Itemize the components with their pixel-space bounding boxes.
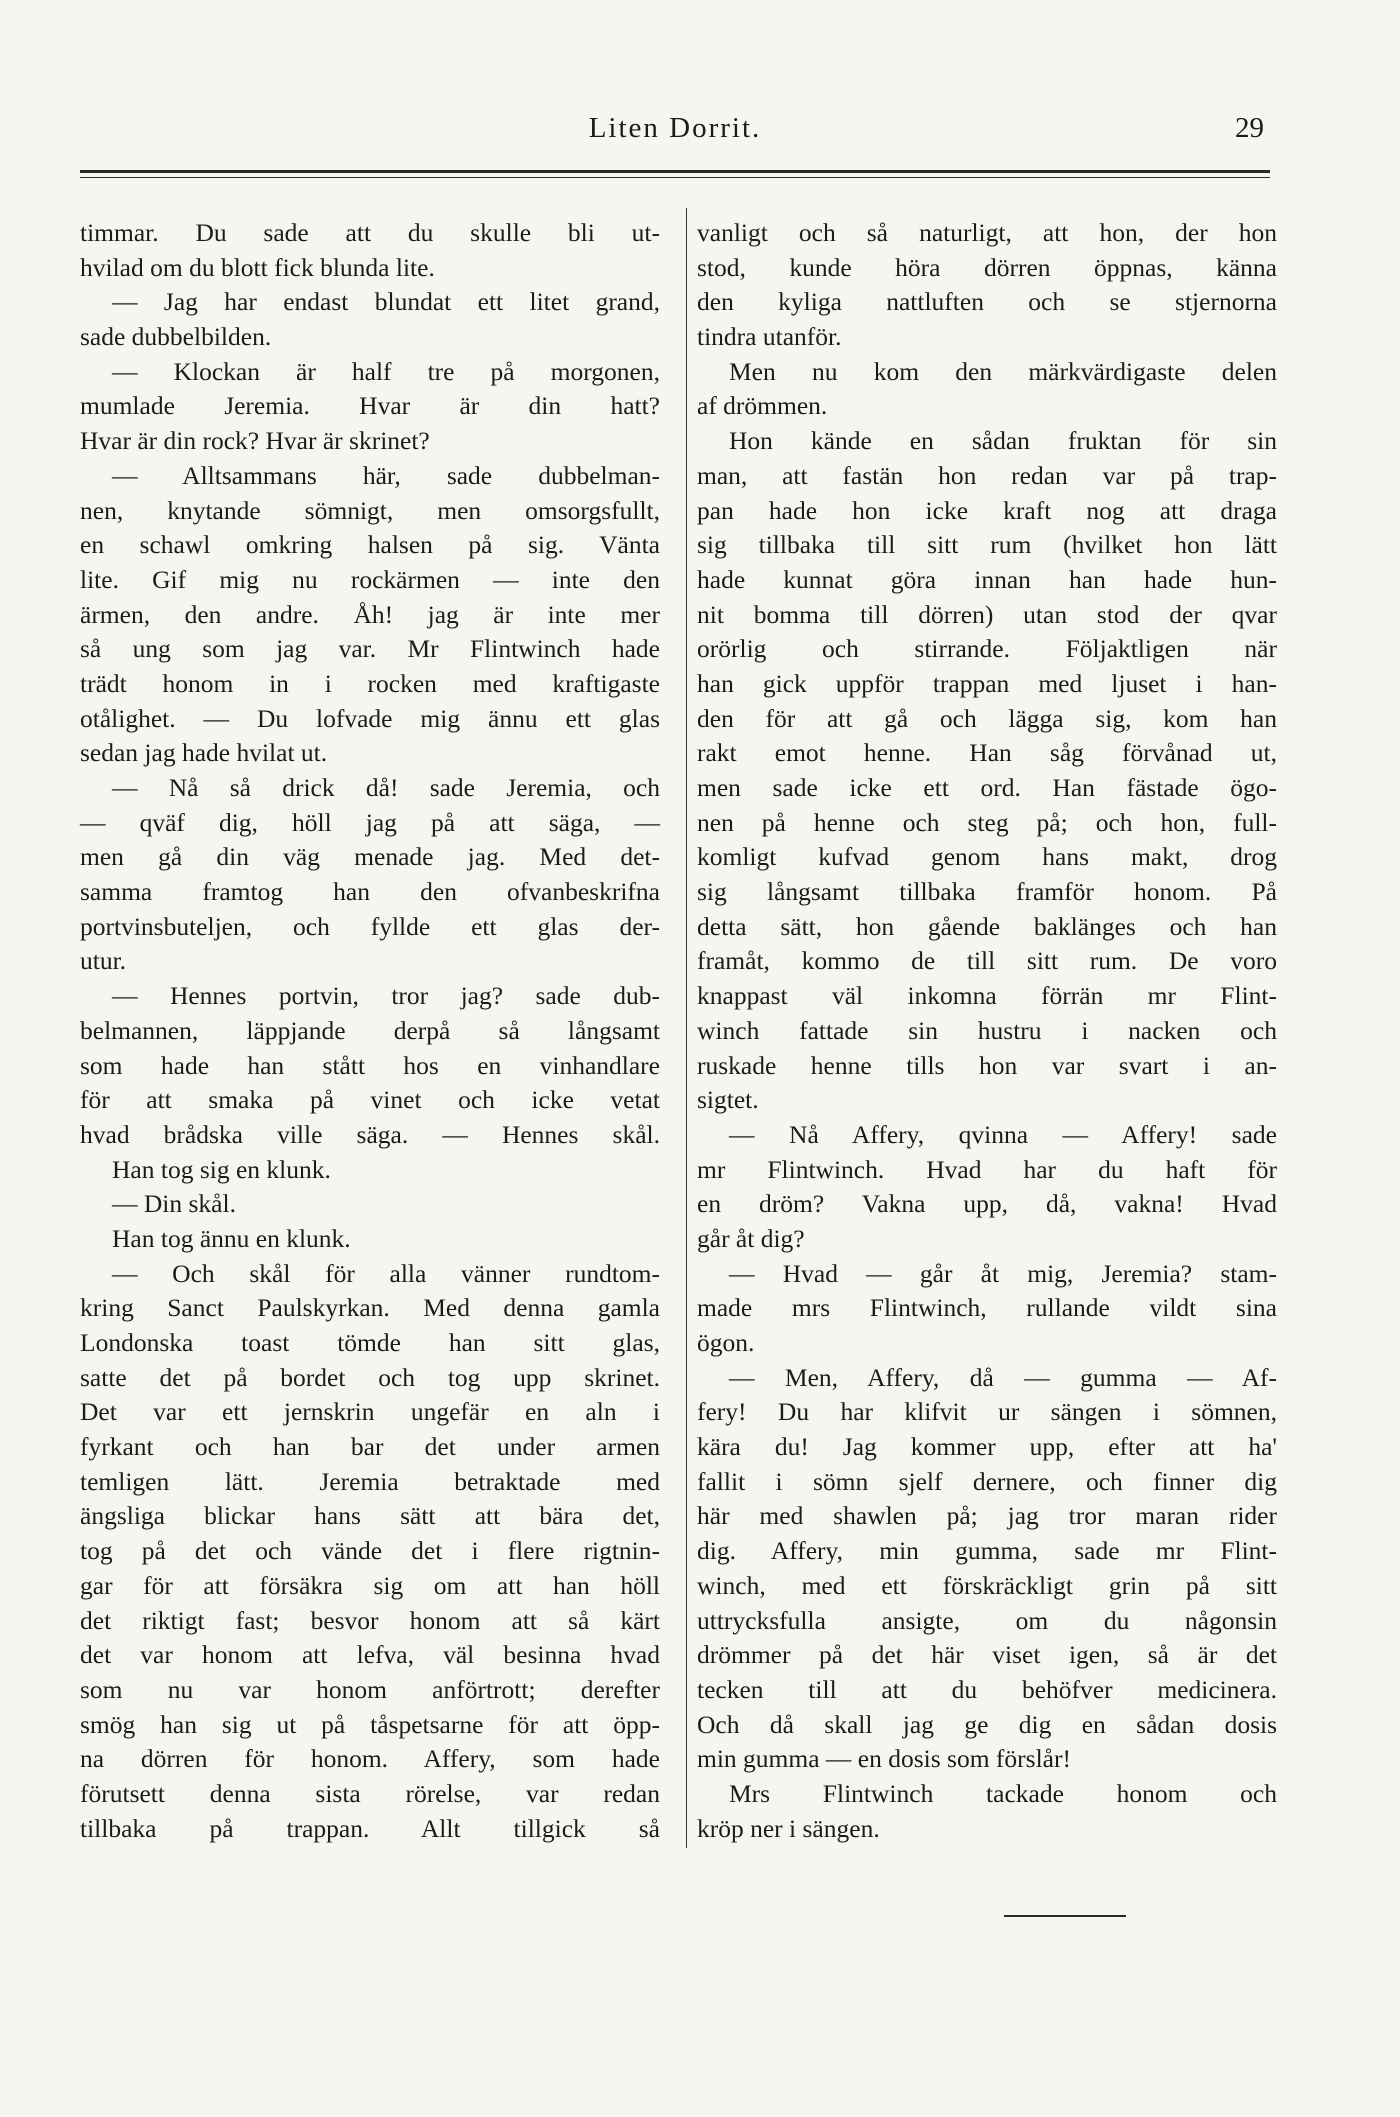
- text-line: rakt emot henne. Han såg förvånad ut,: [697, 738, 1277, 768]
- text-line: tindra utanför.: [697, 322, 842, 352]
- text-line: den kyliga nattluften och se stjernorna: [697, 287, 1277, 317]
- text-line: — Och skål för alla vänner rundtom-: [112, 1258, 660, 1288]
- text-line: tillbaka på trappan. Allt tillgick så: [80, 1813, 660, 1843]
- text-line: som nu var honom anförtrott; derefter: [80, 1674, 660, 1704]
- text-line: nen, knytande sömnigt, men omsorgsfullt,: [80, 495, 660, 525]
- text-line: — Nå Affery, qvinna — Affery! sade: [729, 1119, 1277, 1149]
- text-line: timmar. Du sade att du skulle bli ut-: [80, 218, 660, 247]
- text-line: orörlig och stirrande. Följaktligen när: [697, 634, 1277, 664]
- right-column: [697, 216, 1277, 1846]
- text-line: för att smaka på vinet och icke vetat: [80, 1085, 660, 1115]
- text-line: nen på henne och steg på; och hon, full-: [697, 807, 1277, 837]
- text-line: Och då skall jag ge dig en sådan dosis: [697, 1709, 1277, 1739]
- text-line: tog på det och vände det i flere rigtnin-: [80, 1536, 660, 1566]
- text-line: — Nå så drick då! sade Jeremia, och: [112, 773, 660, 802]
- text-line: drömmer på det här viset igen, så är det: [697, 1640, 1277, 1670]
- text-line: hade kunnat göra innan han hade hun-: [697, 564, 1277, 594]
- text-line: Mrs Flintwinch tackade honom och: [729, 1778, 1277, 1808]
- text-line: sedan jag hade hvilat ut.: [80, 738, 328, 768]
- text-line: kära du! Jag kommer upp, efter att ha': [697, 1432, 1277, 1462]
- text-line: den för att gå och lägga sig, kom han: [697, 703, 1277, 733]
- text-line: sig långsamt tillbaka framför honom. På: [697, 877, 1277, 907]
- text-line: sigtet.: [697, 1085, 759, 1115]
- text-line: af drömmen.: [697, 391, 828, 421]
- text-line: det riktigt fast; besvor honom att så kärt: [80, 1605, 660, 1635]
- text-line: na dörren för honom. Affery, som hade: [80, 1744, 660, 1774]
- text-line: ängsliga blickar hans sätt att bära det,: [80, 1501, 660, 1531]
- page-number: 29: [1235, 112, 1264, 144]
- text-line: lite. Gif mig nu rockärmen — inte den: [80, 564, 660, 594]
- text-line: men sade icke ett ord. Han fästade ögo-: [697, 773, 1277, 802]
- text-line: det var honom att lefva, väl besinna hvad: [80, 1640, 660, 1670]
- text-line: min gumma — en dosis som förslår!: [697, 1744, 1071, 1774]
- text-line: man, att fastän hon redan var på trap-: [697, 460, 1277, 490]
- text-line: ögon.: [697, 1328, 755, 1357]
- text-line: en schawl omkring halsen på sig. Vänta: [80, 530, 660, 560]
- text-line: fyrkant och han bar det under armen: [80, 1432, 660, 1462]
- text-line: made mrs Flintwinch, rullande vildt sina: [697, 1293, 1277, 1323]
- text-line: mr Flintwinch. Hvad har du haft för: [697, 1154, 1277, 1184]
- text-line: Han tog sig en klunk.: [112, 1154, 331, 1184]
- text-line: dig. Affery, min gumma, sade mr Flint-: [697, 1536, 1277, 1566]
- text-line: så ung som jag var. Mr Flintwinch hade: [80, 634, 660, 664]
- text-line: här med shawlen på; jag tror maran rider: [697, 1501, 1277, 1531]
- text-line: — Hennes portvin, tror jag? sade dub-: [112, 981, 660, 1011]
- text-line: otålighet. — Du lofvade mig ännu ett glas: [80, 703, 660, 733]
- page-header: [80, 112, 1270, 158]
- text-line: satte det på bordet och tog upp skrinet.: [80, 1362, 660, 1392]
- text-line: fery! Du har klifvit ur sängen i sömnen,: [697, 1397, 1277, 1427]
- header-rule-thick: [80, 170, 1270, 173]
- text-line: — qväf dig, höll jag på att säga, —: [80, 807, 660, 837]
- text-line: — Men, Affery, då — gumma — Af-: [729, 1362, 1277, 1392]
- section-end-rule: [1004, 1915, 1126, 1917]
- text-line: — Klockan är half tre på morgonen,: [112, 356, 660, 386]
- text-line: komligt kufvad genom hans makt, drog: [697, 842, 1277, 872]
- text-line: fallit i sömn sjelf dernere, och finner dig: [697, 1466, 1277, 1496]
- text-line: winch fattade sin hustru i nacken och: [697, 1015, 1277, 1045]
- text-line: Londonska toast tömde han sitt glas,: [80, 1328, 660, 1357]
- text-line: knappast väl inkomna förrän mr Flint-: [697, 981, 1277, 1011]
- text-line: temligen lätt. Jeremia betraktade med: [80, 1466, 660, 1496]
- text-line: portvinsbuteljen, och fyllde ett glas der-: [80, 911, 660, 941]
- text-line: smög han sig ut på tåspetsarne för att öpp-: [80, 1709, 660, 1739]
- text-line: sig tillbaka till sitt rum (hvilket hon lätt: [697, 530, 1277, 560]
- text-line: Det var ett jernskrin ungefär en aln i: [80, 1397, 660, 1427]
- text-line: uttrycksfulla ansigte, om du någonsin: [697, 1605, 1277, 1635]
- header-rule-thin: [80, 177, 1270, 178]
- text-line: pan hade hon icke kraft nog att draga: [697, 495, 1277, 525]
- text-line: tecken till att du behöfver medicinera.: [697, 1674, 1277, 1704]
- text-line: — Alltsammans här, sade dubbelman-: [112, 460, 660, 490]
- text-line: belmannen, läppjande derpå så långsamt: [80, 1015, 660, 1045]
- text-line: winch, med ett förskräckligt grin på sitt: [697, 1570, 1277, 1600]
- text-line: går åt dig?: [697, 1223, 805, 1253]
- text-line: som hade han stått hos en vinhandlare: [80, 1050, 660, 1080]
- text-line: samma framtog han den ofvanbeskrifna: [80, 877, 660, 907]
- text-line: vanligt och så naturligt, att hon, der hon: [697, 218, 1277, 247]
- text-line: han gick uppför trappan med ljuset i han-: [697, 668, 1277, 698]
- column-divider: [686, 208, 687, 1848]
- text-line: stod, kunde höra dörren öppnas, känna: [697, 252, 1277, 282]
- text-line: — Din skål.: [112, 1189, 236, 1219]
- left-column: [80, 216, 660, 1846]
- text-line: kröp ner i sängen.: [697, 1813, 880, 1843]
- text-line: hvilad om du blott fick blunda lite.: [80, 252, 435, 282]
- text-line: trädt honom in i rocken med kraftigaste: [80, 668, 660, 698]
- text-line: nit bomma till dörren) utan stod der qvar: [697, 599, 1277, 629]
- running-title: Liten Dorrit.: [588, 112, 762, 144]
- text-line: Han tog ännu en klunk.: [112, 1223, 351, 1253]
- text-line: ärmen, den andre. Åh! jag är inte mer: [80, 599, 660, 629]
- text-line: — Hvad — går åt mig, Jeremia? stam-: [729, 1258, 1277, 1288]
- text-line: ruskade henne tills hon var svart i an-: [697, 1050, 1277, 1080]
- text-line: men gå din väg menade jag. Med det-: [80, 842, 660, 872]
- text-line: Hvar är din rock? Hvar är skrinet?: [80, 426, 430, 456]
- text-line: gar för att försäkra sig om att han höll: [80, 1570, 660, 1600]
- text-line: sade dubbelbilden.: [80, 322, 272, 352]
- text-line: framåt, kommo de till sitt rum. De voro: [697, 946, 1277, 976]
- text-line: en dröm? Vakna upp, då, vakna! Hvad: [697, 1189, 1277, 1219]
- text-line: kring Sanct Paulskyrkan. Med denna gamla: [80, 1293, 660, 1323]
- text-line: förutsett denna sista rörelse, var redan: [80, 1778, 660, 1808]
- text-line: detta sätt, hon gående baklänges och han: [697, 911, 1277, 941]
- text-line: — Jag har endast blundat ett litet grand,: [112, 287, 660, 317]
- text-line: Men nu kom den märkvärdigaste delen: [729, 356, 1277, 386]
- text-line: mumlade Jeremia. Hvar är din hatt?: [80, 391, 660, 421]
- text-line: Hon kände en sådan fruktan för sin: [729, 426, 1277, 456]
- text-line: utur.: [80, 946, 127, 976]
- text-line: hvad brådska ville säga. — Hennes skål.: [80, 1119, 660, 1149]
